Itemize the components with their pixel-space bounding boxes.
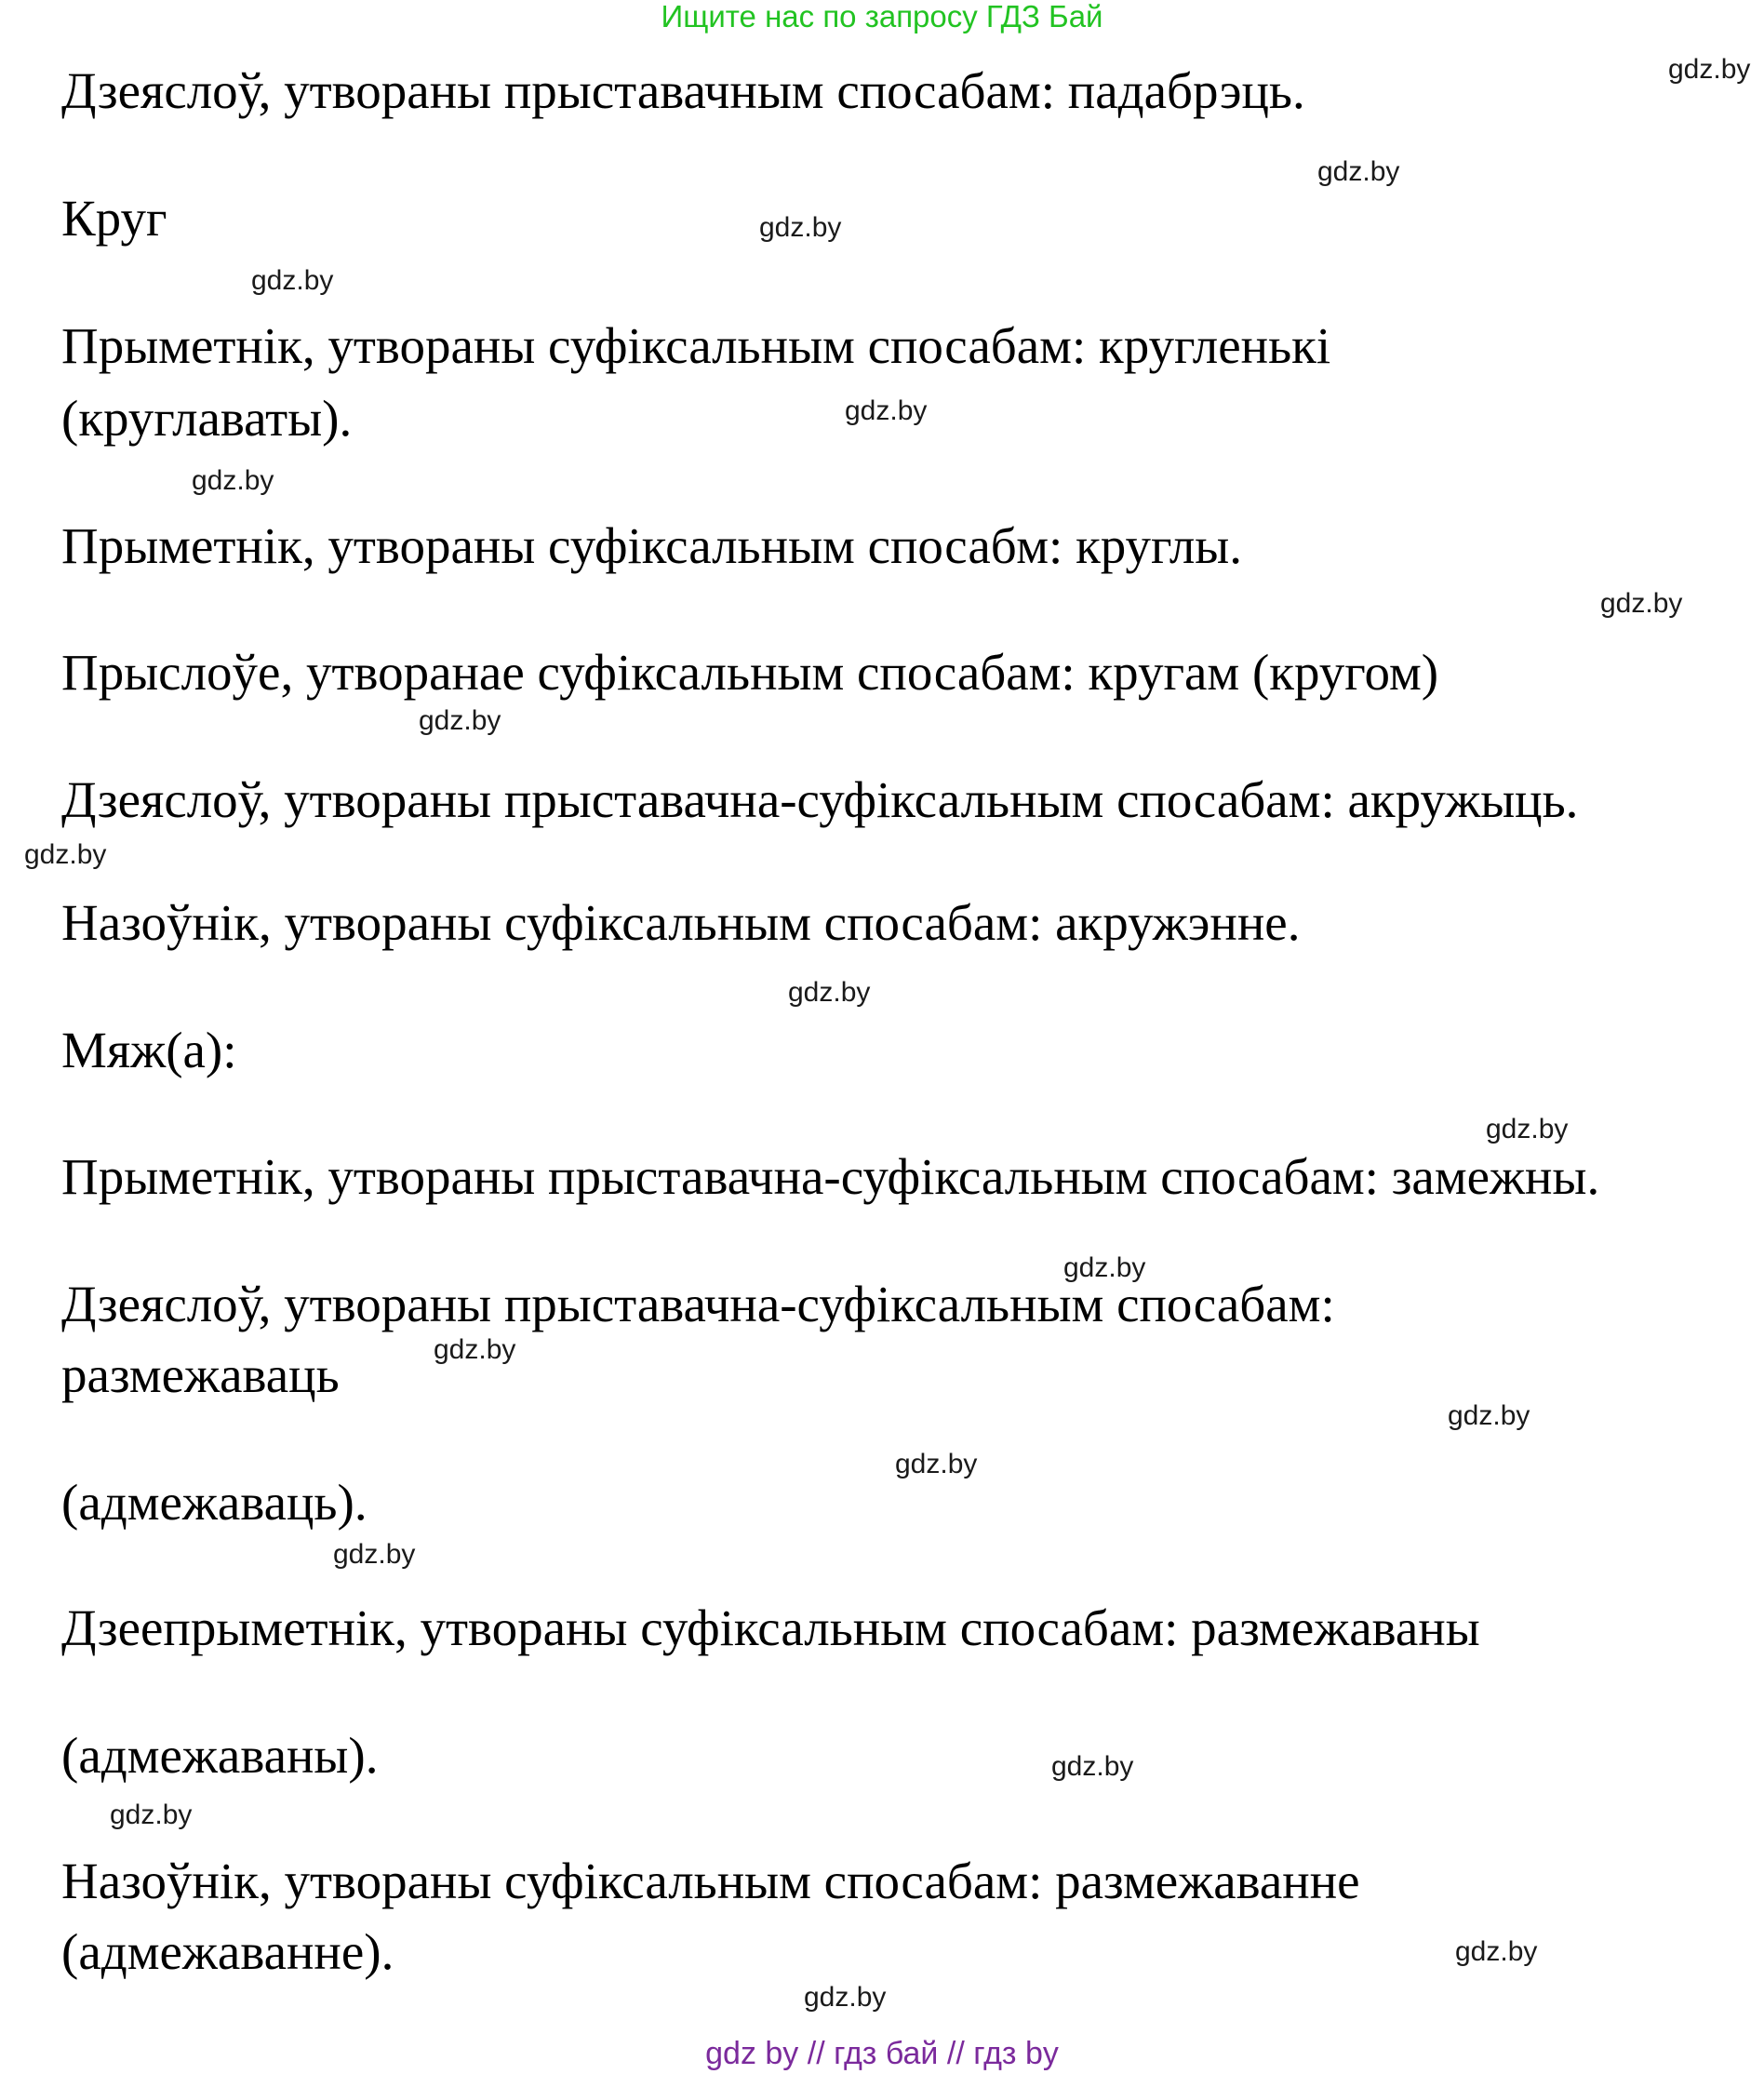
text-line: Круг [61,190,167,247]
watermark: gdz.by [1317,156,1400,187]
text-line: Прыметнік, утвораны суфіксальным спосабм: круглы. [61,517,1242,574]
watermark: gdz.by [788,977,871,1008]
watermark: gdz.by [419,705,501,736]
watermark: gdz.by [1455,1936,1538,1967]
watermark: gdz.by [845,395,928,426]
text-line: Прыметнік, утвораны суфіксальным спосабам: кругленькі [61,317,1331,374]
watermark: gdz.by [1448,1400,1530,1431]
watermark: gdz.by [1600,588,1683,619]
watermark: gdz.by [1668,54,1751,85]
text-line: (адмежаванне). [61,1923,394,1980]
watermark: gdz.by [333,1539,416,1570]
text-line: Дзеяслоў, утвораны прыставачна-суфіксальным спосабам: [61,1276,1335,1332]
text-line: (адмежаваць). [61,1474,368,1531]
text-line: Дзеепрыметнік, утвораны суфіксальным спосабам: размежаваны [61,1599,1480,1656]
text-line: Прыметнік, утвораны прыставачна-суфіксальным спосабам: замежны. [61,1148,1600,1205]
watermark: gdz.by [1051,1751,1134,1782]
text-line: Мяж(а): [61,1022,237,1078]
text-line: Назоўнік, утвораны суфіксальным спосабам: размежаванне [61,1853,1360,1909]
watermark: gdz.by [1063,1252,1146,1283]
text-line: (адмежаваны). [61,1727,379,1784]
watermark: gdz.by [804,1982,887,2013]
watermark: gdz.by [251,265,334,296]
text-line: Прыслоўе, утворанае суфіксальным спосабам: кругам (кругом) [61,644,1439,701]
footer-banner: gdz by // гдз бай // гдз by [705,2036,1059,2071]
watermark: gdz.by [434,1334,516,1365]
watermark: gdz.by [110,1800,193,1830]
watermark: gdz.by [1486,1114,1569,1144]
text-line: (круглаваты). [61,390,353,447]
watermark: gdz.by [895,1449,978,1479]
text-line: Дзеяслоў, утвораны прыставачным спосабам: падабрэць. [61,62,1305,119]
top-banner: Ищите нас по запросу ГДЗ Бай [661,0,1103,33]
watermark: gdz.by [759,212,842,243]
watermark: gdz.by [192,465,274,496]
text-line: Дзеяслоў, утвораны прыставачна-суфіксальным спосабам: акружыць. [61,771,1579,828]
text-line: размежаваць [61,1346,340,1403]
text-line: Назоўнік, утвораны суфіксальным спосабам: акружэнне. [61,894,1301,951]
watermark: gdz.by [24,839,107,870]
